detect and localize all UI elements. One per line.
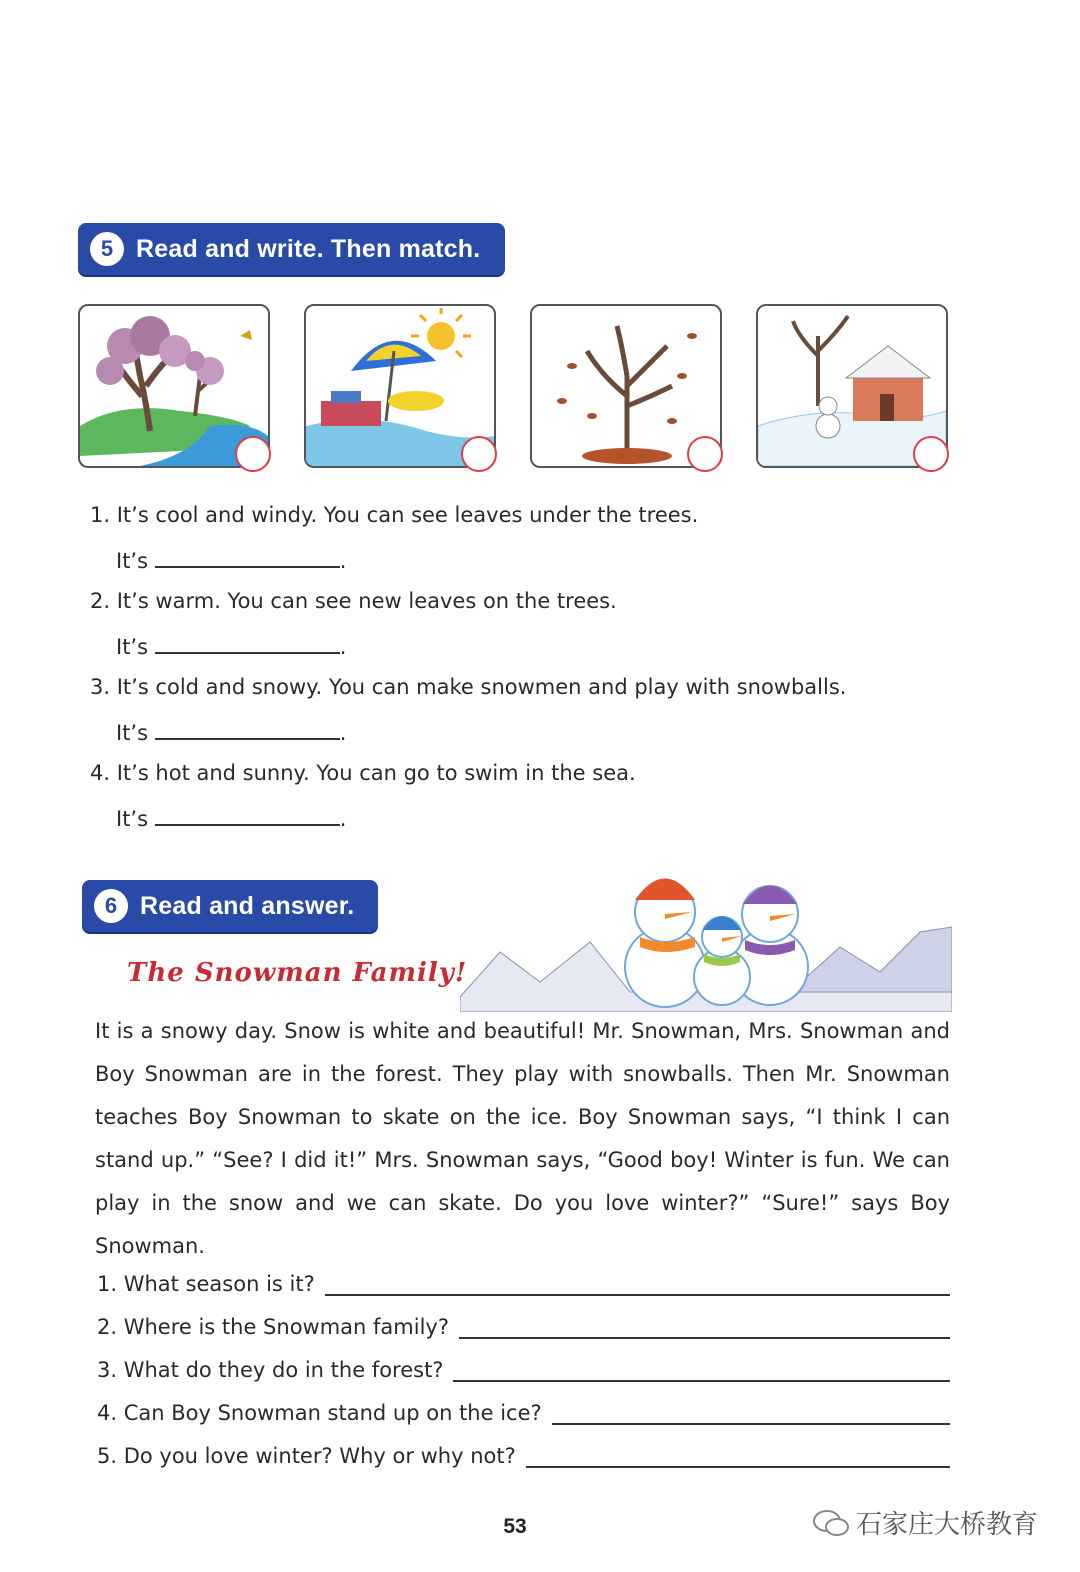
question-row (97, 1272, 950, 1296)
exercise-5-sentence-3: 3. It’s cold and snowy. You can make snowmen and play with snowballs. (90, 675, 847, 699)
answer-end: . (339, 721, 347, 745)
answer-prompt: It’s (116, 807, 149, 831)
answer-prompt: It’s (116, 549, 149, 573)
question-text: 3. What do they do in the forest? (97, 1358, 444, 1382)
answer-end: . (339, 635, 347, 659)
section-6-banner (82, 880, 378, 932)
wechat-icon (812, 1508, 850, 1538)
section-title: Read and write. Then match. (136, 234, 481, 263)
answer-end: . (339, 549, 347, 573)
question-text: 4. Can Boy Snowman stand up on the ice? (97, 1401, 542, 1425)
match-circle-3[interactable] (687, 436, 723, 472)
exercise-5-sentence-1: 1. It’s cool and windy. You can see leaves under the trees. (90, 503, 699, 527)
question-row (97, 1401, 950, 1425)
section-title: Read and answer. (140, 891, 355, 920)
answer-prompt: It’s (116, 635, 149, 659)
match-circle-1[interactable] (235, 436, 271, 472)
exercise-5-sentence-2: 2. It’s warm. You can see new leaves on the trees. (90, 589, 617, 613)
answer-blank[interactable] (155, 632, 340, 654)
question-row (97, 1315, 950, 1339)
snowman-family-illustration (460, 852, 952, 1012)
story-passage: It is a snowy day. Snow is white and beautiful! Mr. Snowman, Mrs. Snowman and Boy Snowman are in the forest. They play with snowballs. Then Mr. Snowman teaches Boy Snowman to skate on the ice. Boy Snowman says, “I think I can stand up.” “See? I did it!” Mrs. Snowman says, “Good boy! Winter is fun. We can play in the snow and we can skate. Do you love winter?” “Sure!” says Boy Snowman. (95, 1019, 950, 1258)
exercise-5-answer-line-2 (116, 632, 346, 659)
answer-line[interactable] (459, 1315, 950, 1339)
page-number: 53 (503, 1515, 527, 1538)
question-text: 2. Where is the Snowman family? (97, 1315, 449, 1339)
match-circle-4[interactable] (913, 436, 949, 472)
exercise-5-answer-line-1 (116, 546, 346, 573)
story-title: The Snowman Family! (127, 958, 468, 988)
question-text: 5. Do you love winter? Why or why not? (97, 1444, 516, 1468)
match-circle-2[interactable] (461, 436, 497, 472)
exercise-5-answer-line-3 (116, 718, 346, 745)
section-number-badge: 6 (94, 889, 128, 923)
question-row (97, 1358, 950, 1382)
question-text: 1. What season is it? (97, 1272, 315, 1296)
answer-line[interactable] (453, 1358, 950, 1382)
section-5-banner (78, 223, 505, 275)
answer-end: . (339, 807, 347, 831)
answer-line[interactable] (526, 1444, 950, 1468)
exercise-5-sentence-4: 4. It’s hot and sunny. You can go to swim in the sea. (90, 761, 636, 785)
watermark-text: 石家庄大桥教育 (856, 1510, 1039, 1540)
snowman-family-icon (460, 852, 952, 1012)
question-row (97, 1444, 950, 1468)
answer-line[interactable] (552, 1401, 950, 1425)
answer-blank[interactable] (155, 718, 340, 740)
answer-blank[interactable] (155, 804, 340, 826)
answer-blank[interactable] (155, 546, 340, 568)
answer-line[interactable] (325, 1272, 950, 1296)
section-number-badge: 5 (90, 232, 124, 266)
exercise-5-answer-line-4 (116, 804, 346, 831)
watermark (812, 1504, 1038, 1541)
answer-prompt: It’s (116, 721, 149, 745)
